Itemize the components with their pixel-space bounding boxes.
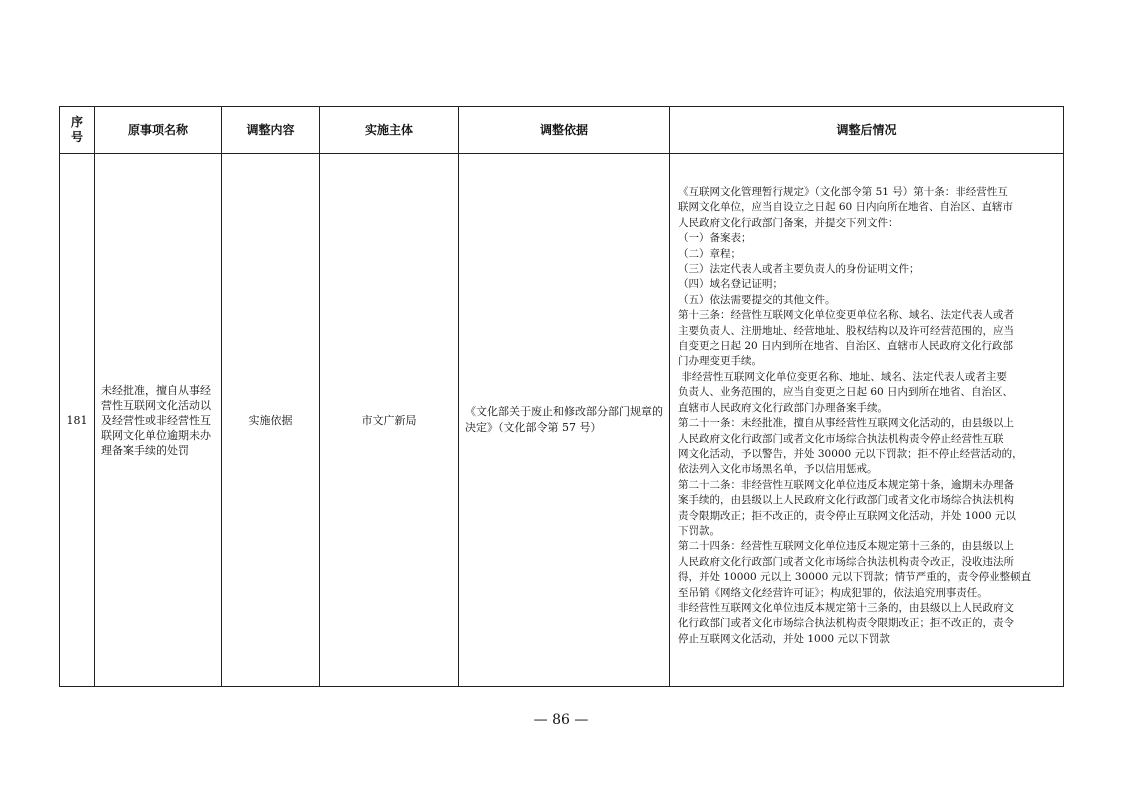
- result-line: 非经营性互联网文化单位变更名称、地址、域名、法定代表人或者主要: [678, 370, 1007, 383]
- header-adjust-content: 调整内容: [222, 107, 320, 154]
- cell-subject: 市文广新局: [320, 154, 459, 687]
- result-line: 非经营性互联网文化单位违反本规定第十三条的，由县级以上人民政府文: [678, 601, 1014, 614]
- result-line: 案手续的，由县级以上人民政府文化行政部门或者文化市场综合执法机构: [678, 494, 1014, 507]
- result-line: 第十三条：经营性互联网文化单位变更单位名称、域名、法定代表人或者: [678, 309, 1014, 322]
- result-line: 负责人、业务范围的，应当自变更之日起 60 日内到所在地省、自治区、: [678, 386, 1014, 399]
- header-subject: 实施主体: [320, 107, 459, 154]
- result-line: （二）章程；: [678, 247, 741, 260]
- header-item-name: 原事项名称: [95, 107, 222, 154]
- result-line: 责令限期改正；拒不改正的，责令停止互联网文化活动，并处 1000 元以: [678, 509, 1016, 522]
- cell-result: [670, 154, 1064, 687]
- result-line: 门办理变更手续。: [678, 355, 762, 368]
- adjustment-table: [59, 106, 1064, 687]
- cell-adjust-content: 实施依据: [222, 154, 320, 687]
- table-header-row: [60, 107, 1064, 154]
- cell-seq: 181: [60, 154, 95, 687]
- result-line: （三）法定代表人或者主要负责人的身份证明文件；: [678, 263, 920, 276]
- result-line: 第二十一条：未经批准，擅自从事经营性互联网文化活动的，由县级以上: [678, 417, 1014, 430]
- result-line: 人民政府文化行政部门或者文化市场综合执法机构责令改正，没收违法所: [678, 555, 1014, 568]
- table-row: [60, 154, 1064, 687]
- header-seq: 序号: [60, 107, 95, 154]
- result-line: （四）域名登记证明；: [678, 278, 783, 291]
- result-line: 联网文化单位，应当自设立之日起 60 日内向所在地省、自治区、直辖市: [678, 201, 1014, 214]
- result-line: 第二十二条：非经营性互联网文化单位违反本规定第十条，逾期未办理备: [678, 478, 1014, 491]
- result-line: （五）依法需要提交的其他文件。: [678, 293, 836, 306]
- cell-item-name: 未经批准，擅自从事经营性互联网文化活动以及经营性或非经营性互联网文化单位逾期未办理备案手续的处罚: [95, 154, 222, 687]
- header-result: 调整后情况: [670, 107, 1064, 154]
- result-line: 依法列入文化市场黑名单，予以信用惩戒。: [678, 463, 878, 476]
- result-line: 得，并处 10000 元以上 30000 元以下罚款；情节严重的，责令停业整顿直: [678, 571, 1032, 584]
- result-line: 第二十四条：经营性互联网文化单位违反本规定第十三条的，由县级以上: [678, 540, 1014, 553]
- result-line: 下罚款。: [678, 524, 720, 537]
- result-line: 至吊销《网络文化经营许可证》；构成犯罪的，依法追究刑事责任。: [678, 586, 988, 599]
- page-number: — 86 —: [533, 712, 589, 728]
- result-line: 化行政部门或者文化市场综合执法机构责令限期改正；拒不改正的，责令: [678, 617, 1014, 630]
- result-line: 直辖市人民政府文化行政部门办理备案手续。: [678, 401, 888, 414]
- cell-basis: 《文化部关于废止和修改部分部门规章的决定》（文化部令第 57 号）: [459, 154, 670, 687]
- result-text: [678, 185, 1057, 647]
- result-line: 主要负责人、注册地址、经营地址、股权结构以及许可经营范围的，应当: [678, 324, 1014, 337]
- result-line: 自变更之日起 20 日内到所在地省、自治区、直辖市人民政府文化行政部: [678, 340, 1014, 353]
- result-line: 停止互联网文化活动，并处 1000 元以下罚款: [678, 632, 890, 645]
- result-line: 《互联网文化管理暂行规定》（文化部令第 51 号）第十条：非经营性互: [678, 186, 1008, 198]
- result-line: 人民政府文化行政部门备案，并提交下列文件：: [678, 216, 899, 229]
- result-line: 网文化活动，予以警告，并处 30000 元以下罚款；拒不停止经营活动的，: [678, 447, 1023, 460]
- result-line: （一）备案表；: [678, 232, 752, 245]
- header-basis: 调整依据: [459, 107, 670, 154]
- result-line: 人民政府文化行政部门或者文化市场综合执法机构责令停止经营性互联: [678, 432, 1004, 445]
